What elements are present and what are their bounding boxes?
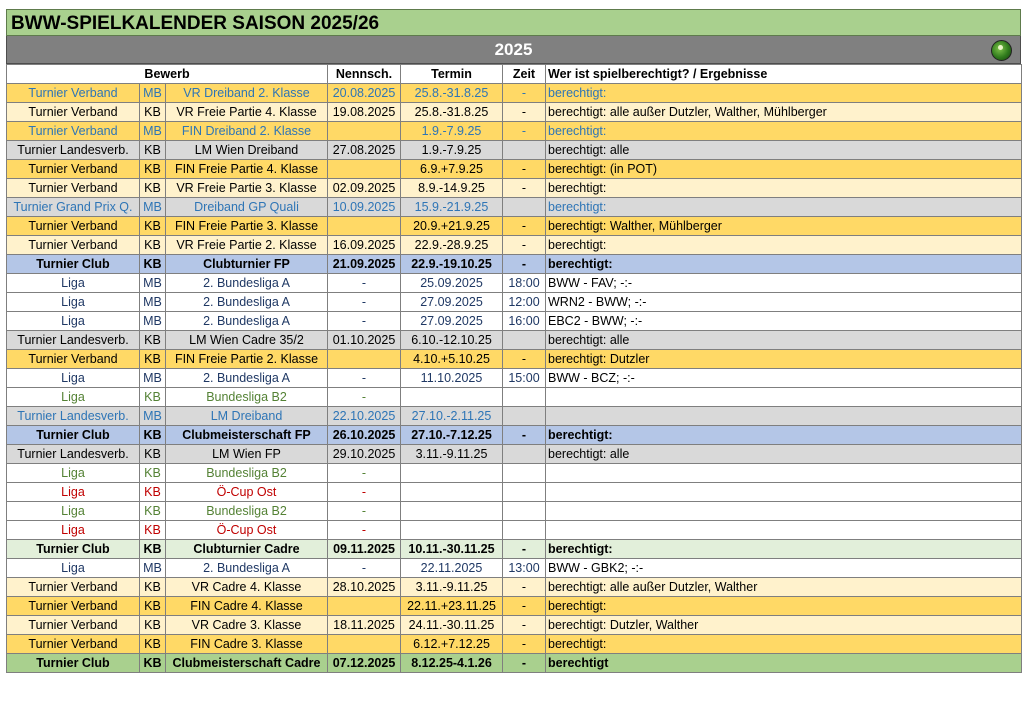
entry-deadline-cell[interactable] — [328, 160, 401, 179]
date-cell[interactable]: 3.11.-9.11.25 — [401, 445, 503, 464]
category-cell[interactable]: KB — [140, 160, 166, 179]
eligibility-cell[interactable]: berechtigt: (in POT) — [546, 160, 1022, 179]
entry-deadline-cell[interactable] — [328, 635, 401, 654]
entry-deadline-cell[interactable]: 18.11.2025 — [328, 616, 401, 635]
date-cell[interactable]: 27.09.2025 — [401, 312, 503, 331]
table-row[interactable] — [7, 464, 1022, 483]
event-name-cell[interactable]: Clubturnier FP — [166, 255, 328, 274]
event-name-cell[interactable]: FIN Freie Partie 2. Klasse — [166, 350, 328, 369]
date-cell[interactable]: 6.9.+7.9.25 — [401, 160, 503, 179]
time-cell[interactable]: - — [503, 179, 546, 198]
time-cell[interactable]: 12:00 — [503, 293, 546, 312]
event-type-cell[interactable]: Turnier Verband — [7, 616, 140, 635]
table-row[interactable] — [7, 350, 1022, 369]
table-row[interactable] — [7, 217, 1022, 236]
time-cell[interactable] — [503, 198, 546, 217]
eligibility-cell[interactable]: BWW - GBK2; -:- — [546, 559, 1022, 578]
entry-deadline-cell[interactable]: 29.10.2025 — [328, 445, 401, 464]
event-type-cell[interactable]: Turnier Verband — [7, 236, 140, 255]
entry-deadline-cell[interactable]: 26.10.2025 — [328, 426, 401, 445]
event-name-cell[interactable]: VR Cadre 3. Klasse — [166, 616, 328, 635]
table-row[interactable] — [7, 407, 1022, 426]
table-row[interactable] — [7, 84, 1022, 103]
entry-deadline-cell[interactable]: - — [328, 483, 401, 502]
date-cell[interactable]: 22.9.-19.10.25 — [401, 255, 503, 274]
date-cell[interactable] — [401, 483, 503, 502]
table-row[interactable] — [7, 388, 1022, 407]
event-type-cell[interactable]: Turnier Verband — [7, 635, 140, 654]
eligibility-cell[interactable]: berechtigt: — [546, 635, 1022, 654]
time-cell[interactable]: - — [503, 255, 546, 274]
category-cell[interactable]: KB — [140, 635, 166, 654]
table-row[interactable] — [7, 483, 1022, 502]
table-row[interactable] — [7, 578, 1022, 597]
time-cell[interactable]: - — [503, 350, 546, 369]
event-name-cell[interactable]: LM Dreiband — [166, 407, 328, 426]
category-cell[interactable]: MB — [140, 407, 166, 426]
time-cell[interactable]: - — [503, 84, 546, 103]
table-row[interactable] — [7, 103, 1022, 122]
table-row[interactable] — [7, 160, 1022, 179]
table-row[interactable] — [7, 122, 1022, 141]
event-type-cell[interactable]: Turnier Landesverb. — [7, 141, 140, 160]
date-cell[interactable]: 20.9.+21.9.25 — [401, 217, 503, 236]
time-cell[interactable]: - — [503, 616, 546, 635]
time-cell[interactable] — [503, 388, 546, 407]
eligibility-cell[interactable]: berechtigt: — [546, 540, 1022, 559]
entry-deadline-cell[interactable] — [328, 350, 401, 369]
event-name-cell[interactable]: Clubmeisterschaft Cadre — [166, 654, 328, 673]
event-name-cell[interactable]: VR Freie Partie 4. Klasse — [166, 103, 328, 122]
time-cell[interactable]: - — [503, 540, 546, 559]
entry-deadline-cell[interactable]: - — [328, 502, 401, 521]
eligibility-cell[interactable] — [546, 502, 1022, 521]
event-name-cell[interactable]: Ö-Cup Ost — [166, 521, 328, 540]
eligibility-cell[interactable] — [546, 407, 1022, 426]
eligibility-cell[interactable] — [546, 521, 1022, 540]
category-cell[interactable]: KB — [140, 654, 166, 673]
date-cell[interactable]: 27.10.-2.11.25 — [401, 407, 503, 426]
time-cell[interactable]: - — [503, 654, 546, 673]
eligibility-cell[interactable]: berechtigt: — [546, 122, 1022, 141]
entry-deadline-cell[interactable]: 27.08.2025 — [328, 141, 401, 160]
table-row[interactable] — [7, 616, 1022, 635]
entry-deadline-cell[interactable]: 19.08.2025 — [328, 103, 401, 122]
header-bewerb: Bewerb — [7, 65, 328, 84]
entry-deadline-cell[interactable]: - — [328, 559, 401, 578]
event-name-cell[interactable]: LM Wien Cadre 35/2 — [166, 331, 328, 350]
table-row[interactable] — [7, 445, 1022, 464]
eligibility-cell[interactable]: berechtigt: Dutzler — [546, 350, 1022, 369]
event-name-cell[interactable]: LM Wien FP — [166, 445, 328, 464]
event-type-cell[interactable]: Turnier Verband — [7, 597, 140, 616]
eligibility-cell[interactable] — [546, 483, 1022, 502]
eligibility-cell[interactable]: berechtigt: alle außer Dutzler, Walther — [546, 578, 1022, 597]
table-header-row — [7, 65, 1022, 84]
spreadsheet — [6, 9, 1021, 673]
event-type-cell[interactable]: Turnier Verband — [7, 350, 140, 369]
date-cell[interactable]: 15.9.-21.9.25 — [401, 198, 503, 217]
event-name-cell[interactable]: VR Freie Partie 2. Klasse — [166, 236, 328, 255]
time-cell[interactable]: - — [503, 217, 546, 236]
event-name-cell[interactable]: 2. Bundesliga A — [166, 559, 328, 578]
category-cell[interactable]: KB — [140, 483, 166, 502]
header-termin: Termin — [401, 65, 503, 84]
category-cell[interactable]: KB — [140, 616, 166, 635]
event-type-cell[interactable]: Turnier Landesverb. — [7, 407, 140, 426]
time-cell[interactable]: - — [503, 160, 546, 179]
eligibility-cell[interactable]: berechtigt: alle — [546, 445, 1022, 464]
event-type-cell[interactable]: Turnier Verband — [7, 122, 140, 141]
event-type-cell[interactable]: Liga — [7, 464, 140, 483]
category-cell[interactable]: KB — [140, 217, 166, 236]
eligibility-cell[interactable]: berechtigt: — [546, 597, 1022, 616]
table-row[interactable] — [7, 369, 1022, 388]
event-type-cell[interactable]: Liga — [7, 369, 140, 388]
table-body — [7, 84, 1022, 673]
table-row[interactable] — [7, 559, 1022, 578]
time-cell[interactable]: - — [503, 635, 546, 654]
entry-deadline-cell[interactable]: 10.09.2025 — [328, 198, 401, 217]
entry-deadline-cell[interactable]: 07.12.2025 — [328, 654, 401, 673]
time-cell[interactable] — [503, 141, 546, 160]
time-cell[interactable] — [503, 464, 546, 483]
eligibility-cell[interactable]: EBC2 - BWW; -:- — [546, 312, 1022, 331]
date-cell[interactable]: 11.10.2025 — [401, 369, 503, 388]
category-cell[interactable]: KB — [140, 141, 166, 160]
event-name-cell[interactable]: FIN Freie Partie 3. Klasse — [166, 217, 328, 236]
date-cell[interactable]: 6.12.+7.12.25 — [401, 635, 503, 654]
event-type-cell[interactable]: Turnier Verband — [7, 103, 140, 122]
eligibility-cell[interactable]: berechtigt: — [546, 84, 1022, 103]
category-cell[interactable]: MB — [140, 559, 166, 578]
event-type-cell[interactable]: Liga — [7, 521, 140, 540]
eligibility-cell[interactable]: berechtigt: alle — [546, 331, 1022, 350]
category-cell[interactable]: KB — [140, 236, 166, 255]
event-name-cell[interactable]: FIN Cadre 3. Klasse — [166, 635, 328, 654]
event-type-cell[interactable]: Liga — [7, 502, 140, 521]
eligibility-cell[interactable] — [546, 388, 1022, 407]
category-cell[interactable]: KB — [140, 502, 166, 521]
event-name-cell[interactable]: Bundesliga B2 — [166, 464, 328, 483]
table-row[interactable] — [7, 502, 1022, 521]
category-cell[interactable]: KB — [140, 445, 166, 464]
date-cell[interactable]: 25.8.-31.8.25 — [401, 103, 503, 122]
event-name-cell[interactable]: Bundesliga B2 — [166, 388, 328, 407]
eligibility-cell[interactable]: berechtigt: Walther, Mühlberger — [546, 217, 1022, 236]
event-type-cell[interactable]: Liga — [7, 274, 140, 293]
category-cell[interactable]: KB — [140, 426, 166, 445]
entry-deadline-cell[interactable]: - — [328, 521, 401, 540]
entry-deadline-cell[interactable]: 01.10.2025 — [328, 331, 401, 350]
event-name-cell[interactable]: 2. Bundesliga A — [166, 369, 328, 388]
category-cell[interactable]: KB — [140, 521, 166, 540]
eligibility-cell[interactable]: berechtigt: alle außer Dutzler, Walther, Mühlberger — [546, 103, 1022, 122]
entry-deadline-cell[interactable]: - — [328, 464, 401, 483]
event-type-cell[interactable]: Turnier Verband — [7, 578, 140, 597]
eligibility-cell[interactable]: BWW - FAV; -:- — [546, 274, 1022, 293]
eligibility-cell[interactable]: berechtigt: — [546, 255, 1022, 274]
date-cell[interactable]: 3.11.-9.11.25 — [401, 578, 503, 597]
eligibility-cell[interactable]: berechtigt: — [546, 198, 1022, 217]
category-cell[interactable]: KB — [140, 464, 166, 483]
event-type-cell[interactable]: Turnier Verband — [7, 160, 140, 179]
event-name-cell[interactable]: FIN Dreiband 2. Klasse — [166, 122, 328, 141]
event-name-cell[interactable]: VR Freie Partie 3. Klasse — [166, 179, 328, 198]
table-row[interactable] — [7, 331, 1022, 350]
event-type-cell[interactable]: Turnier Club — [7, 255, 140, 274]
entry-deadline-cell[interactable]: 09.11.2025 — [328, 540, 401, 559]
date-cell[interactable]: 22.9.-28.9.25 — [401, 236, 503, 255]
event-type-cell[interactable]: Turnier Club — [7, 426, 140, 445]
entry-deadline-cell[interactable] — [328, 217, 401, 236]
schedule-table — [6, 64, 1022, 673]
category-cell[interactable]: KB — [140, 179, 166, 198]
entry-deadline-cell[interactable]: 21.09.2025 — [328, 255, 401, 274]
header-ergebnisse: Wer ist spielberechtigt? / Ergebnisse — [546, 65, 1022, 84]
category-cell[interactable]: MB — [140, 84, 166, 103]
category-cell[interactable]: MB — [140, 198, 166, 217]
table-row[interactable] — [7, 255, 1022, 274]
eligibility-cell[interactable]: berechtigt — [546, 654, 1022, 673]
event-type-cell[interactable]: Turnier Verband — [7, 84, 140, 103]
time-cell[interactable]: 18:00 — [503, 274, 546, 293]
event-name-cell[interactable]: VR Cadre 4. Klasse — [166, 578, 328, 597]
category-cell[interactable]: MB — [140, 293, 166, 312]
category-cell[interactable]: KB — [140, 103, 166, 122]
event-type-cell[interactable]: Turnier Verband — [7, 217, 140, 236]
time-cell[interactable] — [503, 521, 546, 540]
entry-deadline-cell[interactable]: - — [328, 293, 401, 312]
date-cell[interactable]: 27.10.-7.12.25 — [401, 426, 503, 445]
entry-deadline-cell[interactable] — [328, 122, 401, 141]
time-cell[interactable]: - — [503, 578, 546, 597]
table-row[interactable] — [7, 635, 1022, 654]
event-type-cell[interactable]: Liga — [7, 559, 140, 578]
table-row[interactable] — [7, 312, 1022, 331]
date-cell[interactable]: 22.11.2025 — [401, 559, 503, 578]
date-cell[interactable]: 8.12.25-4.1.26 — [401, 654, 503, 673]
table-row[interactable] — [7, 426, 1022, 445]
category-cell[interactable]: KB — [140, 331, 166, 350]
date-cell[interactable]: 24.11.-30.11.25 — [401, 616, 503, 635]
time-cell[interactable] — [503, 331, 546, 350]
date-cell[interactable]: 1.9.-7.9.25 — [401, 141, 503, 160]
date-cell[interactable]: 25.8.-31.8.25 — [401, 84, 503, 103]
time-cell[interactable] — [503, 502, 546, 521]
eligibility-cell[interactable]: berechtigt: — [546, 426, 1022, 445]
eligibility-cell[interactable]: berechtigt: — [546, 179, 1022, 198]
event-name-cell[interactable]: LM Wien Dreiband — [166, 141, 328, 160]
time-cell[interactable]: - — [503, 122, 546, 141]
time-cell[interactable]: 15:00 — [503, 369, 546, 388]
date-cell[interactable] — [401, 521, 503, 540]
category-cell[interactable]: KB — [140, 388, 166, 407]
event-name-cell[interactable]: VR Dreiband 2. Klasse — [166, 84, 328, 103]
event-type-cell[interactable]: Turnier Club — [7, 540, 140, 559]
entry-deadline-cell[interactable]: - — [328, 388, 401, 407]
category-cell[interactable]: KB — [140, 540, 166, 559]
time-cell[interactable] — [503, 407, 546, 426]
entry-deadline-cell[interactable]: - — [328, 369, 401, 388]
time-cell[interactable] — [503, 483, 546, 502]
header-zeit: Zeit — [503, 65, 546, 84]
event-name-cell[interactable]: 2. Bundesliga A — [166, 274, 328, 293]
eligibility-cell[interactable] — [546, 464, 1022, 483]
category-cell[interactable]: MB — [140, 274, 166, 293]
event-type-cell[interactable]: Liga — [7, 483, 140, 502]
event-name-cell[interactable]: Clubmeisterschaft FP — [166, 426, 328, 445]
event-name-cell[interactable]: Dreiband GP Quali — [166, 198, 328, 217]
date-cell[interactable]: 6.10.-12.10.25 — [401, 331, 503, 350]
event-name-cell[interactable]: FIN Cadre 4. Klasse — [166, 597, 328, 616]
date-cell[interactable]: 8.9.-14.9.25 — [401, 179, 503, 198]
event-name-cell[interactable]: Bundesliga B2 — [166, 502, 328, 521]
category-cell[interactable]: KB — [140, 255, 166, 274]
eligibility-cell[interactable]: BWW - BCZ; -:- — [546, 369, 1022, 388]
date-cell[interactable]: 22.11.+23.11.25 — [401, 597, 503, 616]
table-row[interactable] — [7, 521, 1022, 540]
event-name-cell[interactable]: 2. Bundesliga A — [166, 312, 328, 331]
category-cell[interactable]: MB — [140, 122, 166, 141]
time-cell[interactable] — [503, 445, 546, 464]
event-type-cell[interactable]: Liga — [7, 293, 140, 312]
table-row[interactable] — [7, 198, 1022, 217]
event-name-cell[interactable]: 2. Bundesliga A — [166, 293, 328, 312]
entry-deadline-cell[interactable]: 20.08.2025 — [328, 84, 401, 103]
event-name-cell[interactable]: Clubturnier Cadre — [166, 540, 328, 559]
billiard-ball-icon[interactable] — [991, 40, 1012, 61]
header-nennschluss: Nennsch. — [328, 65, 401, 84]
date-cell[interactable] — [401, 464, 503, 483]
date-cell[interactable] — [401, 502, 503, 521]
time-cell[interactable]: - — [503, 103, 546, 122]
eligibility-cell[interactable]: berechtigt: alle — [546, 141, 1022, 160]
time-cell[interactable]: - — [503, 597, 546, 616]
table-row[interactable] — [7, 597, 1022, 616]
entry-deadline-cell[interactable]: 28.10.2025 — [328, 578, 401, 597]
category-cell[interactable]: MB — [140, 312, 166, 331]
event-type-cell[interactable]: Liga — [7, 312, 140, 331]
date-cell[interactable]: 4.10.+5.10.25 — [401, 350, 503, 369]
table-row[interactable] — [7, 236, 1022, 255]
entry-deadline-cell[interactable]: - — [328, 274, 401, 293]
event-type-cell[interactable]: Turnier Club — [7, 654, 140, 673]
date-cell[interactable]: 1.9.-7.9.25 — [401, 122, 503, 141]
table-row[interactable] — [7, 179, 1022, 198]
year-header — [6, 36, 1021, 64]
event-type-cell[interactable]: Turnier Landesverb. — [7, 445, 140, 464]
table-row[interactable] — [7, 540, 1022, 559]
entry-deadline-cell[interactable]: 22.10.2025 — [328, 407, 401, 426]
category-cell[interactable]: KB — [140, 597, 166, 616]
date-cell[interactable] — [401, 388, 503, 407]
time-cell[interactable]: - — [503, 236, 546, 255]
date-cell[interactable]: 27.09.2025 — [401, 293, 503, 312]
date-cell[interactable]: 10.11.-30.11.25 — [401, 540, 503, 559]
event-type-cell[interactable]: Turnier Verband — [7, 179, 140, 198]
event-type-cell[interactable]: Turnier Grand Prix Q. — [7, 198, 140, 217]
category-cell[interactable]: MB — [140, 369, 166, 388]
entry-deadline-cell[interactable]: 02.09.2025 — [328, 179, 401, 198]
event-type-cell[interactable]: Turnier Landesverb. — [7, 331, 140, 350]
time-cell[interactable]: 16:00 — [503, 312, 546, 331]
category-cell[interactable]: KB — [140, 350, 166, 369]
category-cell[interactable]: KB — [140, 578, 166, 597]
table-row[interactable] — [7, 274, 1022, 293]
time-cell[interactable]: - — [503, 426, 546, 445]
date-cell[interactable]: 25.09.2025 — [401, 274, 503, 293]
entry-deadline-cell[interactable]: 16.09.2025 — [328, 236, 401, 255]
calendar-title: BWW-SPIELKALENDER SAISON 2025/26 — [6, 9, 1021, 36]
entry-deadline-cell[interactable]: - — [328, 312, 401, 331]
event-type-cell[interactable]: Liga — [7, 388, 140, 407]
eligibility-cell[interactable]: berechtigt: Dutzler, Walther — [546, 616, 1022, 635]
event-name-cell[interactable]: Ö-Cup Ost — [166, 483, 328, 502]
table-row[interactable] — [7, 654, 1022, 673]
table-row[interactable] — [7, 141, 1022, 160]
table-row[interactable] — [7, 293, 1022, 312]
event-name-cell[interactable]: FIN Freie Partie 4. Klasse — [166, 160, 328, 179]
time-cell[interactable]: 13:00 — [503, 559, 546, 578]
entry-deadline-cell[interactable] — [328, 597, 401, 616]
year-label: 2025 — [494, 40, 533, 59]
eligibility-cell[interactable]: berechtigt: — [546, 236, 1022, 255]
eligibility-cell[interactable]: WRN2 - BWW; -:- — [546, 293, 1022, 312]
